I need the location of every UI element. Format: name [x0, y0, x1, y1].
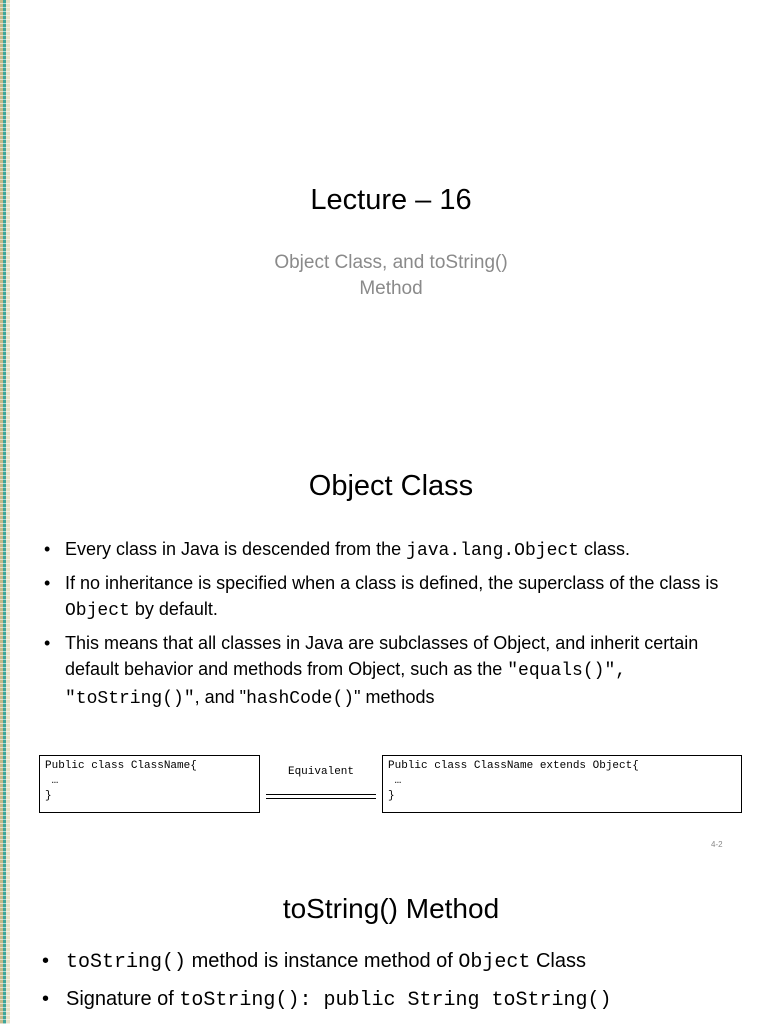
bullet-text: Every class in Java is descended from the — [65, 539, 407, 559]
inline-code: java.lang.Object — [406, 541, 579, 561]
bullet-item — [44, 536, 724, 564]
lecture-title: Lecture – 16 — [310, 184, 472, 216]
bullet-item — [42, 947, 742, 977]
code-box-extends-object: Public class ClassName extends Object{ … } — [382, 755, 742, 813]
slide-title: toString() Method — [282, 893, 500, 924]
bullet-text: Signature of — [66, 988, 180, 1010]
bullet-text: If no inheritance is specified when a class is defined, the superclass of the class is — [65, 573, 719, 593]
inline-code: toString(): — [179, 989, 312, 1012]
inline-code: Object — [65, 601, 130, 621]
bullet-text: , and " — [194, 687, 247, 707]
tostring-slide — [14, 860, 768, 1024]
bullet-item — [44, 570, 724, 624]
equivalent-double-line — [266, 794, 376, 799]
title-slide — [14, 0, 768, 430]
code-box-plain-class: Public class ClassName{ … } — [39, 755, 260, 813]
slide-title: Object Class — [308, 470, 474, 502]
inline-code: Object — [458, 951, 531, 974]
bullet-text: class. — [578, 539, 630, 559]
bullet-text: method is instance method of — [186, 950, 459, 972]
subtitle-line-1: Object Class, and toString() — [274, 252, 508, 273]
bullet-item — [42, 985, 742, 1015]
inline-code: toString() — [66, 951, 187, 974]
page-number: 4-2 — [711, 840, 723, 849]
bullet-item — [44, 630, 724, 712]
object-class-slide — [14, 430, 768, 860]
bullet-list — [44, 536, 724, 718]
slide-edge-strip — [0, 0, 14, 1024]
inline-code: hashCode() — [246, 689, 355, 709]
bullet-text: by default. — [129, 599, 218, 619]
bullet-text: " methods — [354, 687, 435, 707]
subtitle-line-2: Method — [359, 278, 423, 299]
bullet-text: Class — [530, 950, 586, 972]
bullet-text: This means that all classes in Java are subclasses of Object, and inherit certain default behavior and methods from Object, such as the — [65, 633, 699, 679]
lecture-subtitle — [14, 250, 768, 302]
bullet-list — [42, 947, 742, 1023]
inline-code: public String toString() — [311, 989, 612, 1012]
equivalent-label: Equivalent — [287, 766, 354, 778]
inline-code: "equals()", "toString()" — [65, 661, 627, 709]
